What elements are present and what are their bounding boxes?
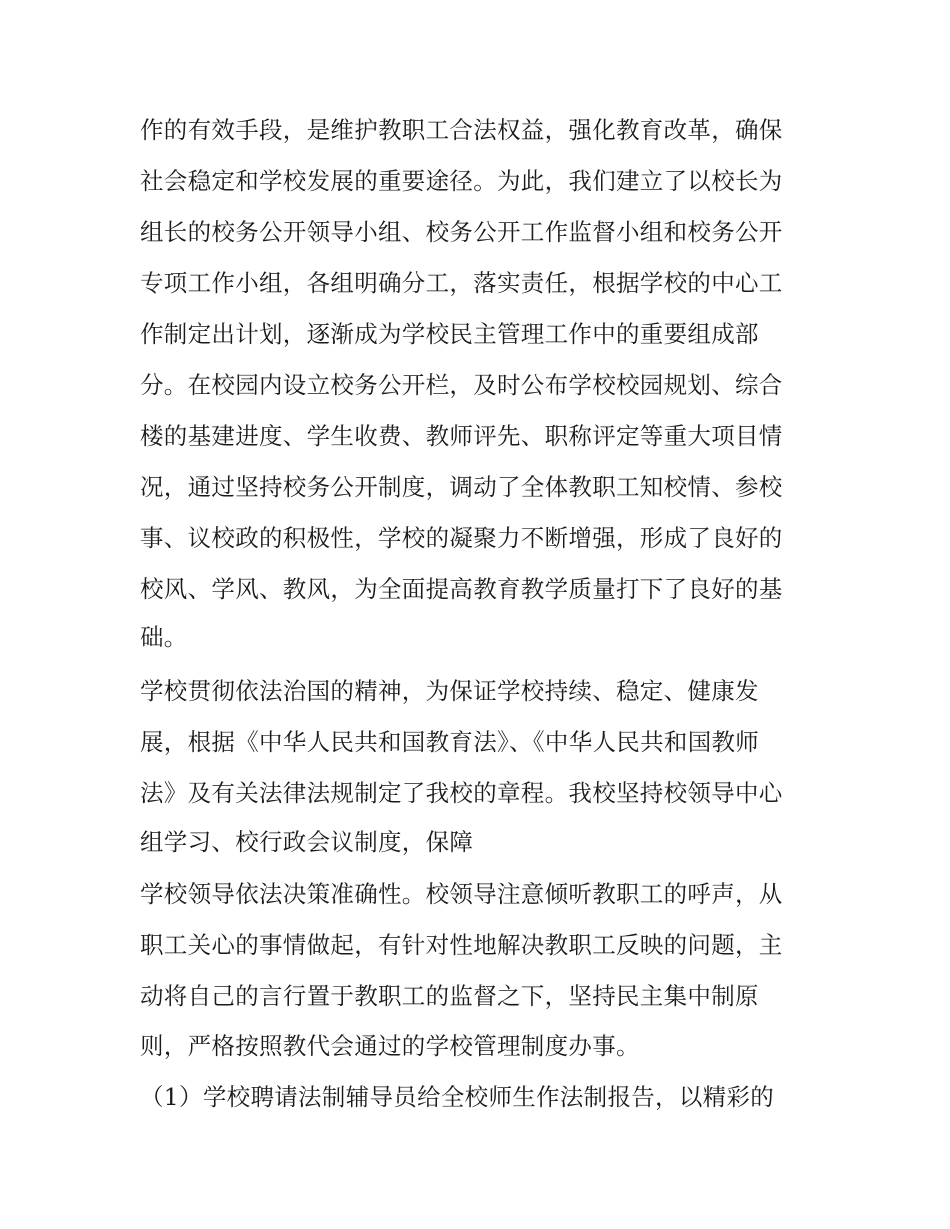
text-line: 作制定出计划，逐渐成为学校民主管理工作中的重要组成部 (140, 320, 759, 348)
text-line: 况，通过坚持校务公开制度，调动了全体教职工知校情、参校 (140, 473, 783, 501)
text-line: 组学习、校行政会议制度，保障 (140, 828, 474, 856)
text-line: 分。在校园内设立校务公开栏，及时公布学校校园规划、综合 (140, 371, 783, 399)
text-line: 动将自己的言行置于教职工的监督之下，坚持民主集中制原 (140, 982, 759, 1010)
text-line: 法》及有关法律法规制定了我校的章程。我校坚持校领导中心 (140, 779, 783, 807)
text-line: 职工关心的事情做起，有针对性地解决教职工反映的问题，主 (140, 931, 783, 959)
text-line: 学校贯彻依法治国的精神，为保证学校持续、稳定、健康发 (140, 677, 759, 705)
text-line: 展，根据《中华人民共和国教育法》、《中华人民共和国教师 (140, 728, 760, 756)
text-line: 事、议校政的积极性，学校的凝聚力不断增强，形成了良好的 (140, 524, 783, 552)
text-line: 组长的校务公开领导小组、校务公开工作监督小组和校务公开 (140, 218, 783, 246)
text-line: 础。 (140, 623, 188, 651)
text-line: 楼的基建进度、学生收费、教师评先、职称评定等重大项目情 (140, 422, 783, 450)
text-line: 学校领导依法决策准确性。校领导注意倾听教职工的呼声，从 (140, 880, 783, 908)
text-line: 社会稳定和学校发展的重要途径。为此，我们建立了以校长为 (140, 167, 783, 195)
text-line: （1）学校聘请法制辅导员给全校师生作法制报告，以精彩的 (140, 1083, 775, 1111)
text-line: 校风、学风、教风，为全面提高教育教学质量打下了良好的基 (140, 575, 783, 603)
text-line: 作的有效手段，是维护教职工合法权益，强化教育改革，确保 (140, 116, 783, 144)
text-line: 专项工作小组，各组明确分工，落实责任，根据学校的中心工 (140, 269, 783, 297)
text-line: 则，严格按照教代会通过的学校管理制度办事。 (140, 1032, 640, 1060)
